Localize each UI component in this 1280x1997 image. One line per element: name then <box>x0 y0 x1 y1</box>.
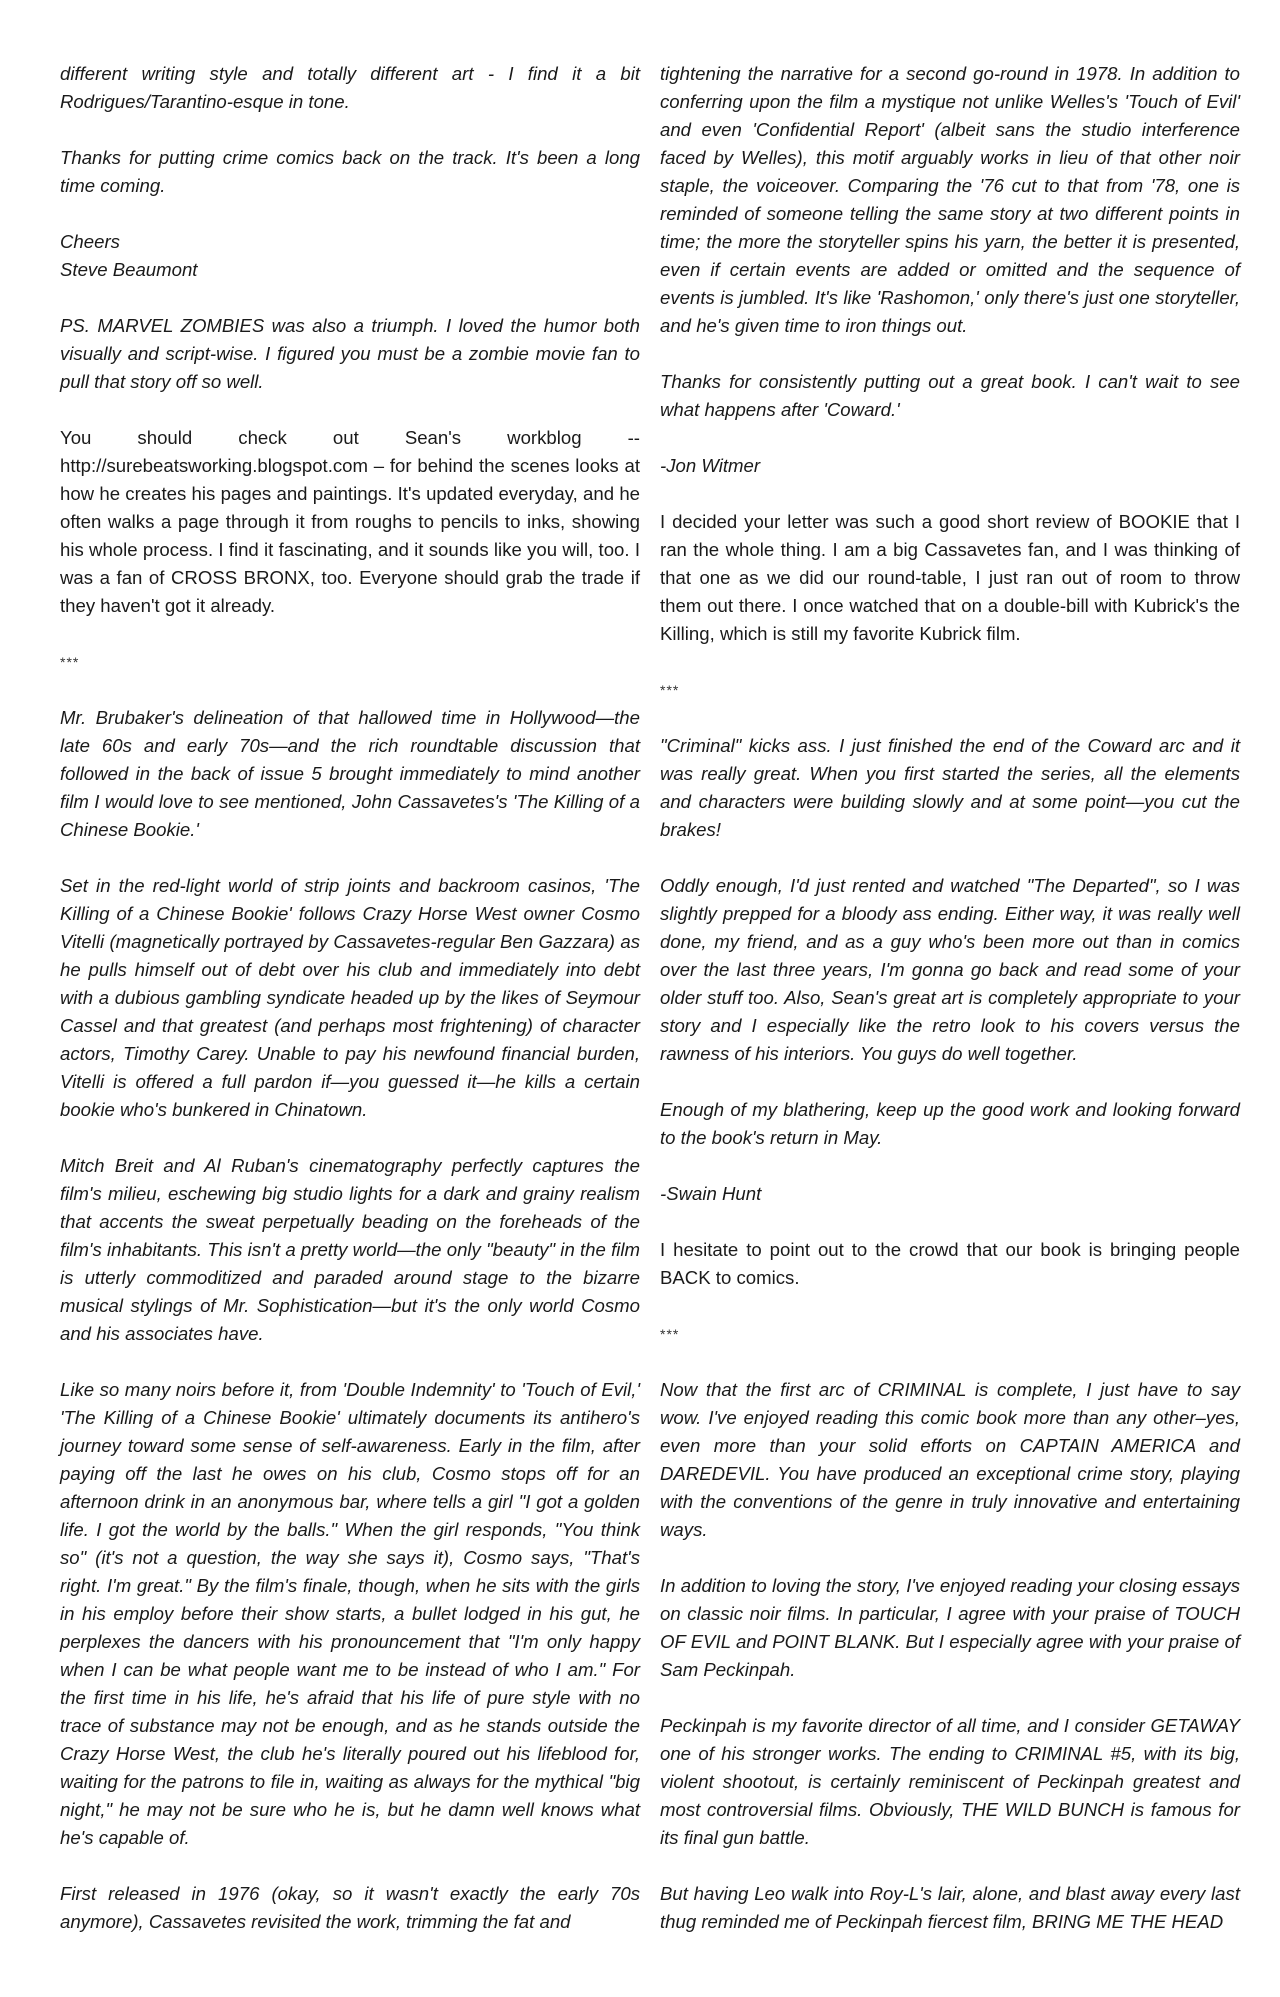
letter-sign-off: Cheers <box>60 231 120 252</box>
editor-reply: I decided your letter was such a good short review of BOOKIE that I ran the whole thing. I am a big Cassavetes fan, and I was thinking of that one as we did our round-table, I just ran out of room to throw them out there. I once watched that on a double-bill with Kubrick's the Killing, which is still my favorite Kubrick film. <box>660 511 1240 644</box>
left-column <box>60 60 640 1977</box>
letter-signature: -Swain Hunt <box>660 1183 762 1204</box>
letter-paragraph: Thanks for consistently putting out a great book. I can't wait to see what happens after 'Coward.' <box>660 371 1240 420</box>
letter-paragraph: Like so many noirs before it, from 'Double Indemnity' to 'Touch of Evil,' 'The Killing of a Chinese Bookie' ultimately documents its antihero's journey toward some sense of self-awareness. Early in the film, after paying off the last he owes on his club, Cosmo stops off for an afternoon drink in an anonymous bar, where tells a girl "I got a golden life. I got the world by the balls." When the girl responds, "You think so" (it's not a question, the way she says it), Cosmo says, "That's right. I'm great." By the film's finale, though, when he sits with the girls in his employ before their show starts, a bullet lodged in his gut, he perplexes the dancers with his pronouncement that "I'm only happy when I can be what people want me to be instead of who I am." For the first time in his life, he's afraid that his life of pure style with no trace of substance may not be enough, and as he stands outside the Crazy Horse West, the club he's literally poured out his lifeblood for, waiting for the patrons to file in, waiting as always for the mythical "big night," he may not be sure who he is, but he damn well knows what he's capable of. <box>60 1379 640 1848</box>
letter-paragraph: Set in the red-light world of strip joints and backroom casinos, 'The Killing of a Chinese Bookie' follows Crazy Horse West owner Cosmo Vitelli (magnetically portrayed by Cassavetes-regular Ben Gazzara) as he pulls himself out of debt over his club and immediately into debt with a dubious gambling syndicate headed up by the likes of Seymour Cassel and that greatest (and perhaps most frightening) of character actors, Timothy Carey. Unable to pay his newfound financial burden, Vitelli is offered a full pardon if—you guessed it—he kills a certain bookie who's bunkered in Chinatown. <box>60 875 640 1120</box>
letter-paragraph: But having Leo walk into Roy-L's lair, alone, and blast away every last thug reminded me of Peckinpah fiercest film, BRING ME THE HEAD <box>660 1883 1240 1932</box>
letter-postscript: PS. MARVEL ZOMBIES was also a triumph. I loved the humor both visually and script-wise. I figured you must be a zombie movie fan to pull that story off so well. <box>60 315 640 392</box>
letter-paragraph: Mr. Brubaker's delineation of that hallowed time in Hollywood—the late 60s and early 70s—and the rich roundtable discussion that followed in the back of issue 5 brought immediately to mind another film I would love to see mentioned, John Cassavetes's 'The Killing of a Chinese Bookie.' <box>60 707 640 840</box>
section-separator: *** <box>660 682 680 698</box>
letter-paragraph: Thanks for putting crime comics back on the track. It's been a long time coming. <box>60 147 640 196</box>
right-column <box>660 60 1240 1977</box>
letter-paragraph: Oddly enough, I'd just rented and watched "The Departed", so I was slightly prepped for a bloody ass ending. Either way, it was really well done, my friend, and as a guy who's been more out than in comics over the last three years, I'm gonna go back and read some of your older stuff too. Also, Sean's great art is completely appropriate to your story and I especially like the retro look to his covers versus the rawness of his interiors. You guys do well together. <box>660 875 1240 1064</box>
letter-paragraph: In addition to loving the story, I've enjoyed reading your closing essays on classic noir films. In particular, I agree with your praise of TOUCH OF EVIL and POINT BLANK. But I especially agree with your praise of Sam Peckinpah. <box>660 1575 1240 1680</box>
section-separator: *** <box>60 654 80 670</box>
editor-reply: You should check out Sean's workblog -- http://surebeatsworking.blogspot.com – for behind the scenes looks at how he creates his pages and paintings. It's updated everyday, and he often walks a page through it from roughs to pencils to inks, showing his whole process. I find it fascinating, and it sounds like you will, too. I was a fan of CROSS BRONX, too. Everyone should grab the trade if they haven't got it already. <box>60 427 640 616</box>
letter-paragraph: "Criminal" kicks ass. I just finished the end of the Coward arc and it was really great. When you first started the series, all the elements and characters were building slowly and at some point—you cut the brakes! <box>660 735 1240 840</box>
letter-paragraph: Peckinpah is my favorite director of all time, and I consider GETAWAY one of his stronger works. The ending to CRIMINAL #5, with its big, violent shootout, is certainly reminiscent of Peckinpah greatest and most controversial films. Obviously, THE WILD BUNCH is famous for its final gun battle. <box>660 1715 1240 1848</box>
letter-paragraph: tightening the narrative for a second go-round in 1978. In addition to conferring upon the film a mystique not unlike Welles's 'Touch of Evil' and even 'Confidential Report' (albeit sans the studio interference faced by Welles), this motif arguably works in lieu of that other noir staple, the voiceover. Comparing the '76 cut to that from '78, one is reminded of someone telling the same story at two different points in time; the more the storyteller spins his yarn, the better it is presented, even if certain events are added or omitted and the sequence of events is jumbled. It's like 'Rashomon,' only there's just one storyteller, and he's given time to iron things out. <box>660 63 1240 336</box>
letter-paragraph: Mitch Breit and Al Ruban's cinematography perfectly captures the film's milieu, eschewing big studio lights for a dark and grainy realism that accents the sweat perpetually beading on the foreheads of the film's inhabitants. This isn't a pretty world—the only "beauty" in the film is utterly commoditized and paraded around stage to the bizarre musical stylings of Mr. Sophistication—but it's the only world Cosmo and his associates have. <box>60 1155 640 1344</box>
section-separator: *** <box>660 1326 680 1342</box>
editor-reply: I hesitate to point out to the crowd that our book is bringing people BACK to comics. <box>660 1239 1240 1288</box>
letter-paragraph: First released in 1976 (okay, so it wasn't exactly the early 70s anymore), Cassavetes revisited the work, trimming the fat and <box>60 1883 640 1932</box>
letter-paragraph: Enough of my blathering, keep up the good work and looking forward to the book's return in May. <box>660 1099 1240 1148</box>
letter-paragraph: Now that the first arc of CRIMINAL is complete, I just have to say wow. I've enjoyed reading this comic book more than any other–yes, even more than your solid efforts on CAPTAIN AMERICA and DAREDEVIL. You have produced an exceptional crime story, playing with the conventions of the genre in truly innovative and entertaining ways. <box>660 1379 1240 1540</box>
letter-signature: -Jon Witmer <box>660 455 761 476</box>
letter-signature: Steve Beaumont <box>60 259 198 280</box>
letter-signature-block <box>60 228 640 284</box>
letter-paragraph: different writing style and totally different art - I find it a bit Rodrigues/Tarantino-esque in tone. <box>60 63 640 112</box>
